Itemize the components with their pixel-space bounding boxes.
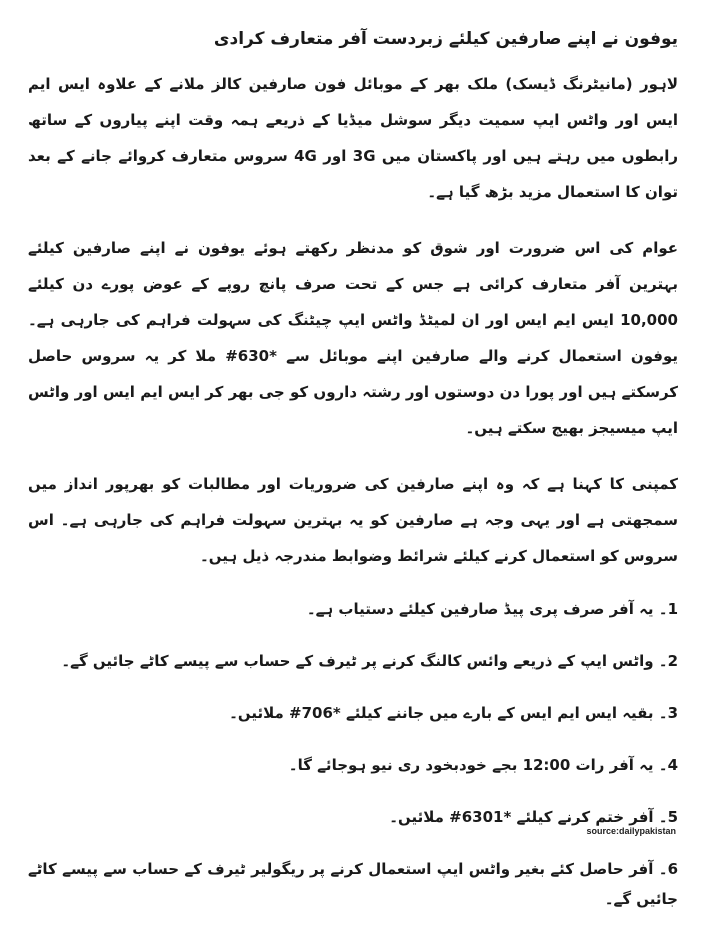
terms-item: 3۔ بقیہ ایس ایم ایس کے بارے میں جاننے کیلئے *706# ملائیں۔: [229, 704, 678, 722]
article-paragraph: کمپنی کا کہنا ہے کہ وہ اپنے صارفین کی ضروریات اور مطالبات کو بھرپور انداز میں سمجھتی ہے اور یہی وجہ ہے صارفین کو یہ بہترین سہولت فراہم کی جارہی ہے۔ اس سروس کو استعمال کرنے کیلئے شرائط وضوابط مندرجہ ذیل ہیں۔: [28, 475, 678, 565]
terms-item: 4۔ یہ آفر رات 12:00 بجے خودبخود ری نیو ہوجائے گا۔: [288, 756, 678, 774]
terms-item: 1۔ یہ آفر صرف پری پیڈ صارفین کیلئے دستیاب ہے۔: [306, 600, 678, 618]
article: [28, 22, 678, 936]
terms-item: 5۔ آفر ختم کرنے کیلئے *6301# ملائیں۔: [389, 808, 678, 826]
terms-list: [28, 594, 678, 914]
source-credit: source:dailypakistan: [586, 826, 676, 836]
terms-item: 2۔ واٹس ایپ کے ذریعے وائس کالنگ کرنے پر ٹیرف کے حساب سے پیسے کاٹے جائیں گے۔: [61, 652, 678, 670]
terms-item: 6۔ آفر حاصل کئے بغیر واٹس ایپ استعمال کرنے پر ریگولیر ٹیرف کے حساب سے پیسے کاٹے جائیں گے۔: [28, 860, 678, 908]
article-paragraph: لاہور (مانیٹرنگ ڈیسک) ملک بھر کے موبائل فون صارفین کالز ملانے کے علاوہ ایس ایم ایس اور واٹس ایپ سمیت دیگر سوشل میڈیا کے ذریعے ہمہ وقت اپنے پیاروں کے ساتھ رابطوں میں رہتے ہیں اور پاکستان میں 3G اور 4G سروس متعارف کروائے جانے کے بعد توان کا استعمال مزید بڑھ گیا ہے۔: [28, 75, 678, 201]
article-paragraph: عوام کی اس ضرورت اور شوق کو مدنظر رکھتے ہوئے یوفون نے اپنے صارفین کیلئے بہترین آفر متعارف کرائی ہے جس کے تحت صرف پانچ روپے کے عوض پورے دن کیلئے 10,000 ایس ایم ایس اور ان لمیٹڈ واٹس ایپ چیٹنگ کی سہولت فراہم کی جارہی ہے۔ یوفون استعمال کرنے والے صارفین اپنے موبائل سے *630# ملا کر یہ سروس حاصل کرسکتے ہیں اور پورا دن دوستوں اور رشتہ داروں کو جی بھر کر ایس ایم ایس اور واٹس ایپ میسیجز بھیج سکتے ہیں۔: [28, 239, 678, 437]
article-headline: یوفون نے اپنے صارفین کیلئے زبردست آفر متعارف کرادی: [213, 29, 678, 49]
